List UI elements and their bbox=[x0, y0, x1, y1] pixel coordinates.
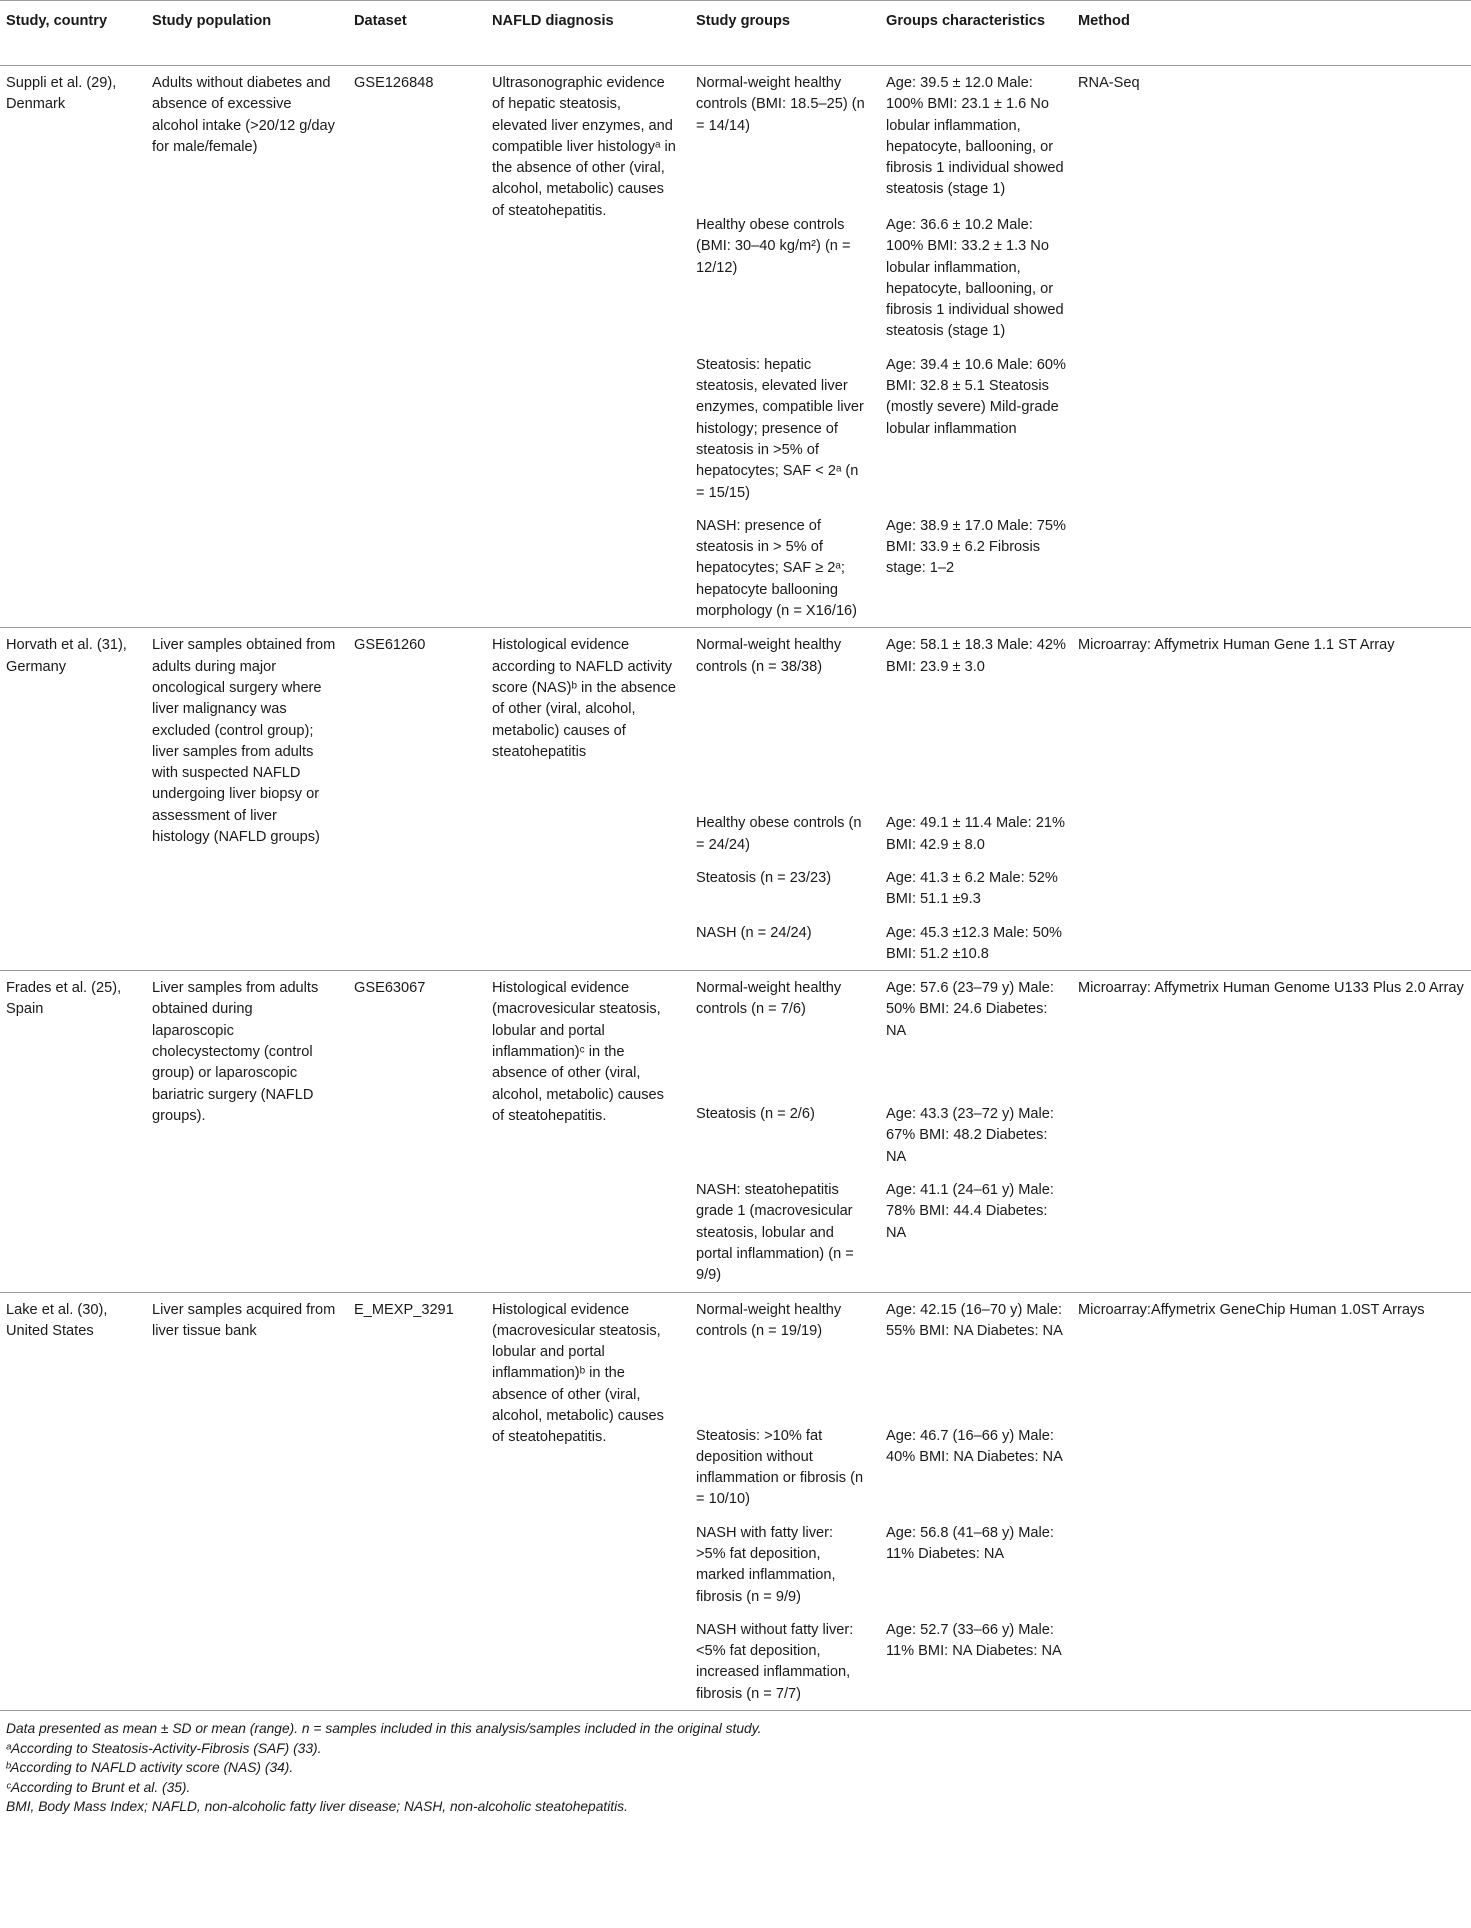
study-population-cell: Liver samples acquired from liver tissue bank bbox=[152, 1301, 336, 1339]
study-group-cell: NASH: steatohepatitis grade 1 (macrovesicular steatosis, lobular and portal inflammation) (n = 9/9) bbox=[696, 1182, 854, 1284]
group-characteristics-cell: Age: 36.6 ± 10.2 Male: 100% BMI: 33.2 ± 1.3 No lobular inflammation, hepatocyte, ballooning, or fibrosis 1 individual showed steatosis (stage 1) bbox=[886, 217, 1064, 340]
header-study-country: Study, country bbox=[6, 13, 108, 29]
table-row bbox=[0, 1292, 1471, 1419]
dataset-cell: E_MEXP_3291 bbox=[354, 1301, 454, 1318]
footnote-a: ᵃAccording to Steatosis-Activity-Fibrosis (SAF) (33). bbox=[6, 1740, 322, 1756]
nafld-diagnosis-cell: Histological evidence according to NAFLD activity score (NAS)ᵇ in the absence of other (viral, alcohol, metabolic) causes of steatohepatitis bbox=[492, 637, 676, 760]
study-group-cell: NASH without fatty liver: <5% fat deposition, increased inflammation, fibrosis (n = 7/7) bbox=[696, 1621, 854, 1702]
group-characteristics-cell: Age: 49.1 ± 11.4 Male: 21% BMI: 42.9 ± 8.0 bbox=[886, 815, 1065, 853]
study-group-cell: Steatosis: hepatic steatosis, elevated liver enzymes, compatible liver histology; presence of steatosis in >5% of hepatocytes; SAF < 2ᵃ (n = 15/15) bbox=[696, 356, 864, 501]
dataset-cell: GSE61260 bbox=[354, 637, 426, 654]
study-group-cell: Normal-weight healthy controls (n = 38/38) bbox=[696, 637, 842, 675]
study-population-cell: Liver samples from adults obtained during laparoscopic cholecystectomy (control group) or laparoscopic bariatric surgery (NAFLD groups). bbox=[152, 980, 319, 1124]
study-country-cell: Horvath et al. (31), Germany bbox=[6, 637, 127, 675]
group-characteristics-cell: Age: 42.15 (16–70 y) Male: 55% BMI: NA Diabetes: NA bbox=[886, 1301, 1063, 1339]
group-characteristics-cell: Age: 41.1 (24–61 y) Male: 78% BMI: 44.4 Diabetes: NA bbox=[886, 1182, 1054, 1241]
method-cell: Microarray: Affymetrix Human Gene 1.1 ST Array bbox=[1078, 637, 1395, 654]
footnote-data-presentation: Data presented as mean ± SD or mean (range). n = samples included in this analysis/samples included in the original study. bbox=[6, 1721, 762, 1737]
study-group-cell: Healthy obese controls (BMI: 30–40 kg/m²) (n = 12/12) bbox=[696, 217, 851, 276]
study-group-cell: NASH (n = 24/24) bbox=[696, 924, 812, 941]
group-characteristics-cell: Age: 43.3 (23–72 y) Male: 67% BMI: 48.2 Diabetes: NA bbox=[886, 1106, 1054, 1165]
footnote-b: ᵇAccording to NAFLD activity score (NAS) (34). bbox=[6, 1760, 294, 1776]
group-characteristics-cell: Age: 39.4 ± 10.6 Male: 60% BMI: 32.8 ± 5.1 Steatosis (mostly severe) Mild-grade lobular inflammation bbox=[886, 356, 1067, 437]
table-row bbox=[0, 628, 1471, 807]
group-characteristics-cell: Age: 45.3 ±12.3 Male: 50% BMI: 51.2 ±10.8 bbox=[886, 924, 1062, 962]
header-study-groups: Study groups bbox=[696, 13, 791, 29]
study-population-cell: Adults without diabetes and absence of excessive alcohol intake (>20/12 g/day for male/female) bbox=[152, 75, 335, 155]
study-group-cell: Normal-weight healthy controls (n = 7/6) bbox=[696, 980, 842, 1018]
study-group-cell: NASH: presence of steatosis in > 5% of hepatocytes; SAF ≥ 2ᵃ; hepatocyte ballooning morphology (n = X16/16) bbox=[696, 517, 858, 620]
study-country-cell: Suppli et al. (29), Denmark bbox=[6, 75, 117, 113]
group-characteristics-cell: Age: 58.1 ± 18.3 Male: 42% BMI: 23.9 ± 3.0 bbox=[886, 637, 1067, 675]
group-characteristics-cell: Age: 39.5 ± 12.0 Male: 100% BMI: 23.1 ± 1.6 No lobular inflammation, hepatocyte, ballooning, or fibrosis 1 individual showed steatosis (stage 1) bbox=[886, 75, 1064, 198]
nafld-diagnosis-cell: Ultrasonographic evidence of hepatic steatosis, elevated liver enzymes, and compatible liver histologyᵃ in the absence of other (viral, alcohol, metabolic) causes of steatohepatitis. bbox=[492, 75, 676, 219]
footnote-abbreviations: BMI, Body Mass Index; NAFLD, non-alcoholic fatty liver disease; NASH, non-alcoholic steatohepatitis. bbox=[6, 1799, 628, 1815]
study-country-cell: Frades et al. (25), Spain bbox=[6, 980, 122, 1018]
nafld-diagnosis-cell: Histological evidence (macrovesicular steatosis, lobular and portal inflammation)ᶜ in the absence of other (viral, alcohol, metabolic) causes of steatohepatitis. bbox=[492, 980, 664, 1124]
table-body bbox=[0, 66, 1471, 1711]
footnote-c: ᶜAccording to Brunt et al. (35). bbox=[6, 1779, 191, 1795]
study-country-cell: Lake et al. (30), United States bbox=[6, 1301, 108, 1339]
method-cell: Microarray: Affymetrix Human Genome U133 Plus 2.0 Array bbox=[1078, 980, 1464, 997]
group-characteristics-cell: Age: 46.7 (16–66 y) Male: 40% BMI: NA Diabetes: NA bbox=[886, 1427, 1063, 1465]
header-study-population: Study population bbox=[152, 13, 272, 29]
header-nafld-diagnosis: NAFLD diagnosis bbox=[492, 13, 614, 29]
group-characteristics-cell: Age: 56.8 (41–68 y) Male: 11% Diabetes: NA bbox=[886, 1524, 1054, 1562]
dataset-cell: GSE126848 bbox=[354, 75, 434, 91]
header-method: Method bbox=[1078, 13, 1130, 29]
table-footnotes bbox=[0, 1711, 1471, 1817]
dataset-cell: GSE63067 bbox=[354, 980, 426, 997]
study-group-cell: Steatosis (n = 23/23) bbox=[696, 869, 832, 886]
header-row bbox=[0, 1, 1471, 66]
study-group-cell: NASH with fatty liver: >5% fat deposition, marked inflammation, fibrosis (n = 9/9) bbox=[696, 1524, 836, 1605]
group-characteristics-cell: Age: 41.3 ± 6.2 Male: 52% BMI: 51.1 ±9.3 bbox=[886, 869, 1058, 908]
study-group-cell: Healthy obese controls (n = 24/24) bbox=[696, 815, 862, 853]
study-population-cell: Liver samples obtained from adults during major oncological surgery where liver malignancy was excluded (control group); liver samples from adults with suspected NAFLD undergoing liver biopsy or assessment of liver histology (NAFLD groups) bbox=[152, 637, 336, 846]
method-cell: RNA-Seq bbox=[1078, 75, 1140, 91]
study-group-cell: Normal-weight healthy controls (n = 19/19) bbox=[696, 1301, 842, 1339]
header-groups-characteristics: Groups characteristics bbox=[886, 13, 1045, 29]
study-group-cell: Steatosis (n = 2/6) bbox=[696, 1106, 815, 1123]
footnotes-row bbox=[0, 1711, 1471, 1817]
nafld-diagnosis-cell: Histological evidence (macrovesicular steatosis, lobular and portal inflammation)ᵇ in the absence of other (viral, alcohol, metabolic) causes of steatohepatitis. bbox=[492, 1301, 664, 1446]
table-row bbox=[0, 971, 1471, 1098]
header-dataset: Dataset bbox=[354, 13, 407, 29]
table-row bbox=[0, 66, 1471, 209]
group-characteristics-cell: Age: 57.6 (23–79 y) Male: 50% BMI: 24.6 Diabetes: NA bbox=[886, 980, 1054, 1039]
method-cell: Microarray:Affymetrix GeneChip Human 1.0ST Arrays bbox=[1078, 1301, 1425, 1318]
group-characteristics-cell: Age: 52.7 (33–66 y) Male: 11% BMI: NA Diabetes: NA bbox=[886, 1621, 1062, 1660]
study-group-cell: Normal-weight healthy controls (BMI: 18.5–25) (n = 14/14) bbox=[696, 75, 865, 134]
group-characteristics-cell: Age: 38.9 ± 17.0 Male: 75% BMI: 33.9 ± 6.2 Fibrosis stage: 1–2 bbox=[886, 517, 1067, 577]
study-group-cell: Steatosis: >10% fat deposition without inflammation or fibrosis (n = 10/10) bbox=[696, 1427, 864, 1508]
